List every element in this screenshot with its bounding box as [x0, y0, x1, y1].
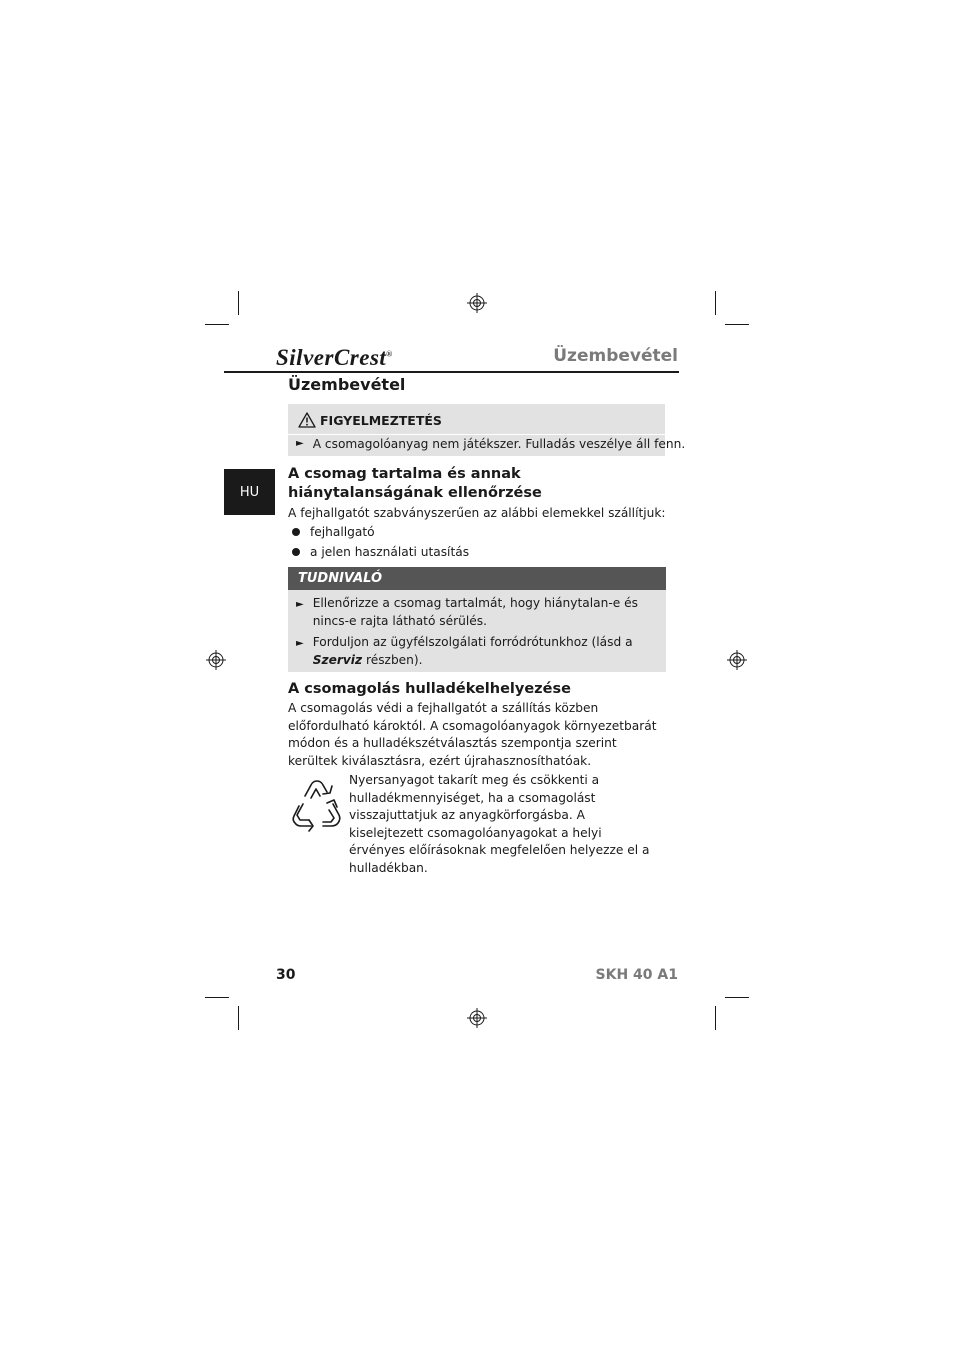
service-reference: Szerviz [312, 652, 363, 667]
recycling-icon [287, 776, 345, 832]
disposal-paragraph: A csomagolás védi a fejhallgatót a szállítás közben előfordulható károktól. A csomagolóanyagok környezetbarát módon és a hulladékszétválasztás szempontja szerint kerültek kiválasztásra, ezért újrahasznosíthatóak. [288, 701, 657, 768]
note-item-text: Ellenőrizze a csomag tartalmát, hogy hiánytalan-e és nincs-e rajta látható sérülés. [312, 596, 638, 628]
crop-mark [238, 291, 239, 315]
registration-mark-icon [727, 650, 747, 670]
registration-mark-icon [467, 293, 487, 313]
note-item [296, 595, 658, 630]
registration-mark-icon [467, 1008, 487, 1028]
note-item-text-start: Forduljon az ügyfélszolgálati forródrótunkhoz (lásd a [312, 635, 633, 649]
bullet-dot-icon [292, 548, 300, 556]
crop-mark [715, 291, 716, 315]
warning-divider [288, 434, 665, 435]
warning-triangle-icon [298, 412, 316, 428]
header-divider [224, 371, 679, 373]
crop-mark [205, 997, 229, 998]
warning-heading [298, 412, 442, 428]
note-item [296, 634, 658, 669]
page-title: Üzembevétel [288, 375, 406, 394]
arrow-bullet-icon: ► [296, 599, 304, 610]
note-heading: TUDNIVALÓ [288, 567, 666, 590]
note-item-text [313, 634, 658, 669]
crop-mark [238, 1006, 239, 1030]
crop-mark [715, 1006, 716, 1030]
crop-mark [205, 324, 229, 325]
bullet-dot-icon [292, 528, 300, 536]
registered-mark: ® [386, 349, 393, 359]
warning-item [296, 437, 685, 451]
list-item [292, 525, 375, 539]
contents-heading: A csomag tartalma és annak hiánytalanságának ellenőrzése [288, 466, 542, 501]
model-number: SKH 40 A1 [595, 967, 678, 983]
brand-logo [276, 345, 393, 371]
list-item-text: a jelen használati utasítás [310, 545, 470, 559]
section-header-title: Üzembevétel [553, 346, 678, 366]
crop-mark [725, 324, 749, 325]
warning-text: A csomagolóanyag nem játékszer. Fulladás veszélye áll fenn. [312, 437, 686, 451]
warning-label: FIGYELMEZTETÉS [320, 412, 442, 428]
recycling-paragraph: Nyersanyagot takarít meg és csökkenti a hulladékmennyiséget, ha a csomagolást visszajuttatjuk az anyagkörforgásba. A kiselejtezett csomagolóanyagokat a helyi érvényes előírásoknak megfelelően helyezze el a hulladékban. [349, 773, 650, 875]
brand-logo-text: SilverCrest [276, 345, 387, 370]
disposal-heading: A csomagolás hulladékelhelyezése [288, 681, 571, 697]
note-box [288, 567, 666, 672]
warning-box [288, 404, 686, 456]
list-item [292, 545, 469, 559]
note-item-text-end: részben). [362, 652, 423, 667]
language-tab: HU [224, 469, 275, 515]
list-item-text: fejhallgató [310, 525, 375, 539]
arrow-bullet-icon: ► [296, 638, 304, 649]
page-number: 30 [276, 967, 296, 983]
crop-mark [725, 997, 749, 998]
arrow-bullet-icon: ► [296, 438, 304, 449]
contents-intro: A fejhallgatót szabványszerűen az alábbi elemekkel szállítjuk: [288, 506, 666, 520]
registration-mark-icon [206, 650, 226, 670]
